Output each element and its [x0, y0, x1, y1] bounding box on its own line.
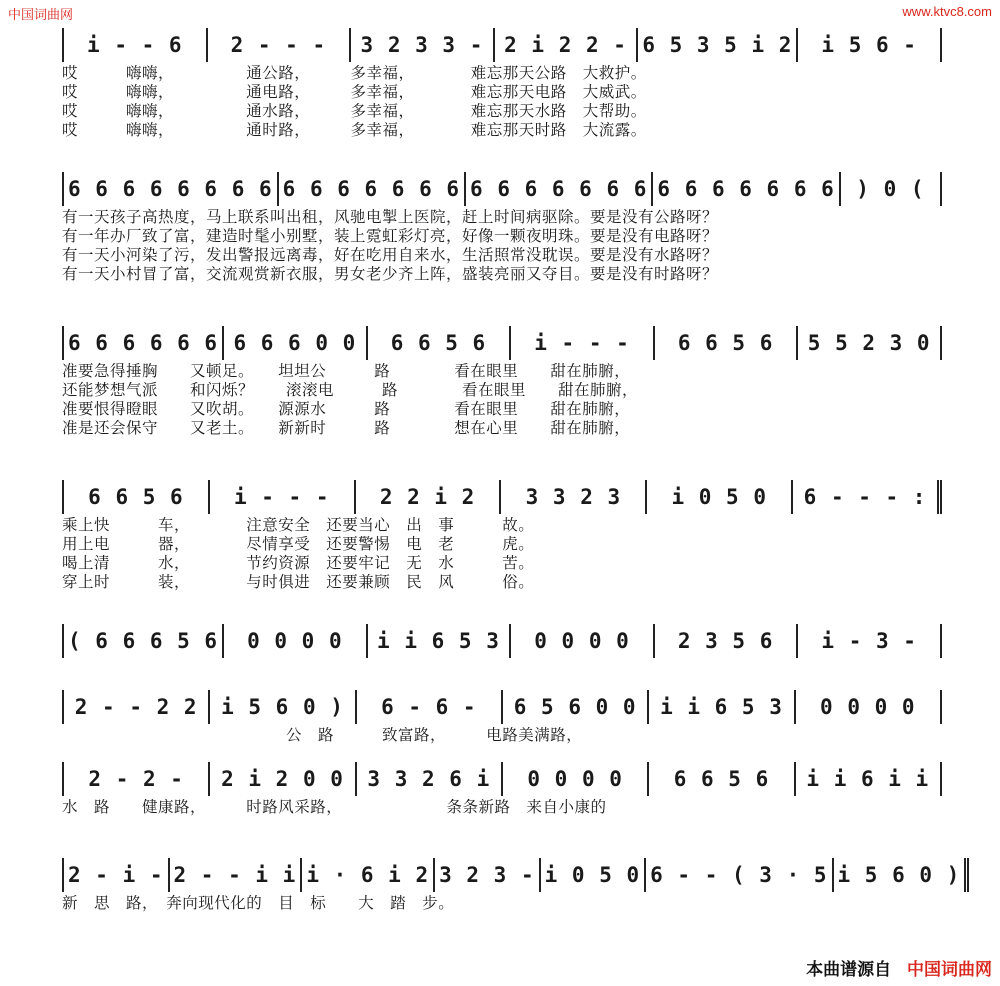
- score-system: [62, 480, 942, 592]
- lyric-line: 还能梦想气派 和闪烁？ 滚滚电 路 看在眼里 甜在肺腑，: [62, 381, 639, 399]
- score-system: [62, 326, 942, 438]
- measure: 6 - - ( 3 · 5: [646, 858, 833, 892]
- measure: 5 5 2 3 0: [798, 326, 942, 360]
- score-system: [62, 624, 942, 658]
- measure: 6 6 5 6: [649, 762, 795, 796]
- measure: 6 6 6 6 6 6 6 6: [64, 172, 279, 206]
- measure: 6 6 6 6 6 6: [64, 326, 224, 360]
- measure: i 0 5 0: [541, 858, 647, 892]
- measure: ( 6 6 6 5 6: [64, 624, 224, 658]
- lyric-line: 准是还会保守 又老土。 新新时 路 想在心里 甜在肺腑，: [62, 419, 631, 437]
- site-logo-left: 中国词曲网: [8, 8, 74, 23]
- notation-row: [62, 172, 942, 206]
- measure: 6 6 5 6: [655, 326, 799, 360]
- lyric-line: 有一天孩子高热度，马上联系叫出租，风驰电掣上医院，赶上时间病驱除。要是没有公路呀？: [62, 208, 719, 226]
- notation-row: [62, 690, 942, 724]
- measure: 2 i 2 2 -: [495, 28, 639, 62]
- lyric-line: 哎 嗨嗨， 通电路， 多幸福， 难忘那天电路 大威武。: [62, 83, 647, 101]
- notation-row: [62, 326, 942, 360]
- measure: 2 - - i i: [170, 858, 303, 892]
- measure: 0 0 0 0: [224, 624, 368, 658]
- lyric-line: 有一天小河染了污，发出警报远离毒，好在吃用自来水，生活照常没耽误。要是没有水路呀？: [62, 246, 719, 264]
- lyric-line: 喝上清 水， 节约资源 还要牢记 无 水 苦。: [62, 554, 535, 572]
- lyric-line: 哎 嗨嗨， 通水路， 多幸福， 难忘那天水路 大帮助。: [62, 102, 647, 120]
- measure: 2 2 i 2: [356, 480, 502, 514]
- measure: 6 6 6 0 0: [224, 326, 368, 360]
- lyric-line: 穿上时 装， 与时俱进 还要兼顾 民 风 俗。: [62, 573, 535, 591]
- notation-row: [62, 480, 942, 514]
- lyrics-block: [62, 64, 942, 140]
- lyrics-block: [62, 894, 942, 913]
- measure: 6 6 5 6: [64, 480, 210, 514]
- measure: 6 5 6 0 0: [503, 690, 649, 724]
- lyric-line: 乘上快 车， 注意安全 还要当心 出 事 故。: [62, 516, 535, 534]
- lyrics-block: [62, 516, 942, 592]
- source-footer: [806, 955, 992, 980]
- lyric-line: 公 路 致富路， 电路美满路，: [62, 726, 583, 744]
- measure: 2 - - -: [208, 28, 352, 62]
- measure: 2 - - 2 2: [64, 690, 210, 724]
- measure: i 5 6 0 ): [210, 690, 356, 724]
- measure: i - 3 -: [798, 624, 942, 658]
- lyric-line: 有一年办厂致了富，建造时髦小别墅，装上霓虹彩灯亮，好像一颗夜明珠。要是没有电路呀？: [62, 227, 719, 245]
- measure: 3 2 3 -: [435, 858, 541, 892]
- measure: 6 6 6 6 6 6 6: [279, 172, 466, 206]
- measure: 2 3 5 6: [655, 624, 799, 658]
- measure: 3 3 2 6 i: [357, 762, 503, 796]
- source-label: 本曲谱源自: [806, 960, 892, 980]
- measure: i 0 5 0: [647, 480, 793, 514]
- notation-row: [62, 28, 942, 62]
- measure: 0 0 0 0: [796, 690, 942, 724]
- measure: i 5 6 -: [798, 28, 942, 62]
- measure: i i 6 5 3: [368, 624, 512, 658]
- notation-row: [62, 858, 961, 892]
- measure: 6 6 6 6 6 6 6: [466, 172, 653, 206]
- lyric-line: 有一天小村冒了富，交流观赏新衣服，男女老少齐上阵，盛装亮丽又夺目。要是没有时路呀？: [62, 265, 719, 283]
- measure: 6 6 5 6: [368, 326, 512, 360]
- measure: 3 2 3 3 -: [351, 28, 495, 62]
- measure: 2 - 2 -: [64, 762, 210, 796]
- measure: 6 - - - :: [793, 480, 942, 514]
- measure: 6 5 3 5 i 2: [638, 28, 798, 62]
- lyrics-block: [62, 798, 942, 817]
- score-system: [62, 858, 961, 913]
- measure: i i 6 i i: [796, 762, 942, 796]
- score-system: [62, 690, 942, 745]
- measure: 0 0 0 0: [511, 624, 655, 658]
- measure: i 5 6 0 ): [834, 858, 970, 892]
- measure: 6 6 6 6 6 6 6: [653, 172, 840, 206]
- measure: i - - -: [210, 480, 356, 514]
- notation-row: [62, 624, 942, 658]
- measure: 3 3 2 3: [501, 480, 647, 514]
- score-system: [62, 172, 942, 284]
- measure: i - - -: [511, 326, 655, 360]
- measure: i - - 6: [64, 28, 208, 62]
- measure: 2 i 2 0 0: [210, 762, 356, 796]
- lyric-line: 准要恨得瞪眼 又吹胡。 源源水 路 看在眼里 甜在肺腑，: [62, 400, 631, 418]
- lyrics-block: [62, 362, 942, 438]
- site-url-right: www.ktvc8.com: [902, 4, 992, 19]
- measure: i i 6 5 3: [649, 690, 795, 724]
- lyric-line: 准要急得捶胸 又顿足。 坦坦公 路 看在眼里 甜在肺腑，: [62, 362, 631, 380]
- score-system: [62, 28, 942, 140]
- lyric-line: 新 思 路， 奔向现代化的 目 标 大 踏 步。: [62, 894, 455, 912]
- lyric-line: 哎 嗨嗨， 通时路， 多幸福， 难忘那天时路 大流露。: [62, 121, 647, 139]
- measure: i · 6 i 2: [302, 858, 435, 892]
- measure: 0 0 0 0: [503, 762, 649, 796]
- measure: ) 0 (: [841, 172, 942, 206]
- measure: 6 - 6 -: [357, 690, 503, 724]
- score-system: [62, 762, 942, 817]
- notation-row: [62, 762, 942, 796]
- lyrics-block: [62, 208, 942, 284]
- source-site: 中国词曲网: [907, 960, 992, 980]
- lyrics-block: [62, 726, 942, 745]
- measure: 2 - i -: [64, 858, 170, 892]
- lyric-line: 哎 嗨嗨， 通公路， 多幸福， 难忘那天公路 大救护。: [62, 64, 647, 82]
- lyric-line: 用上电 器， 尽情享受 还要警惕 电 老 虎。: [62, 535, 535, 553]
- lyric-line: 水 路 健康路， 时路风采路， 条条新路 来自小康的: [62, 798, 607, 816]
